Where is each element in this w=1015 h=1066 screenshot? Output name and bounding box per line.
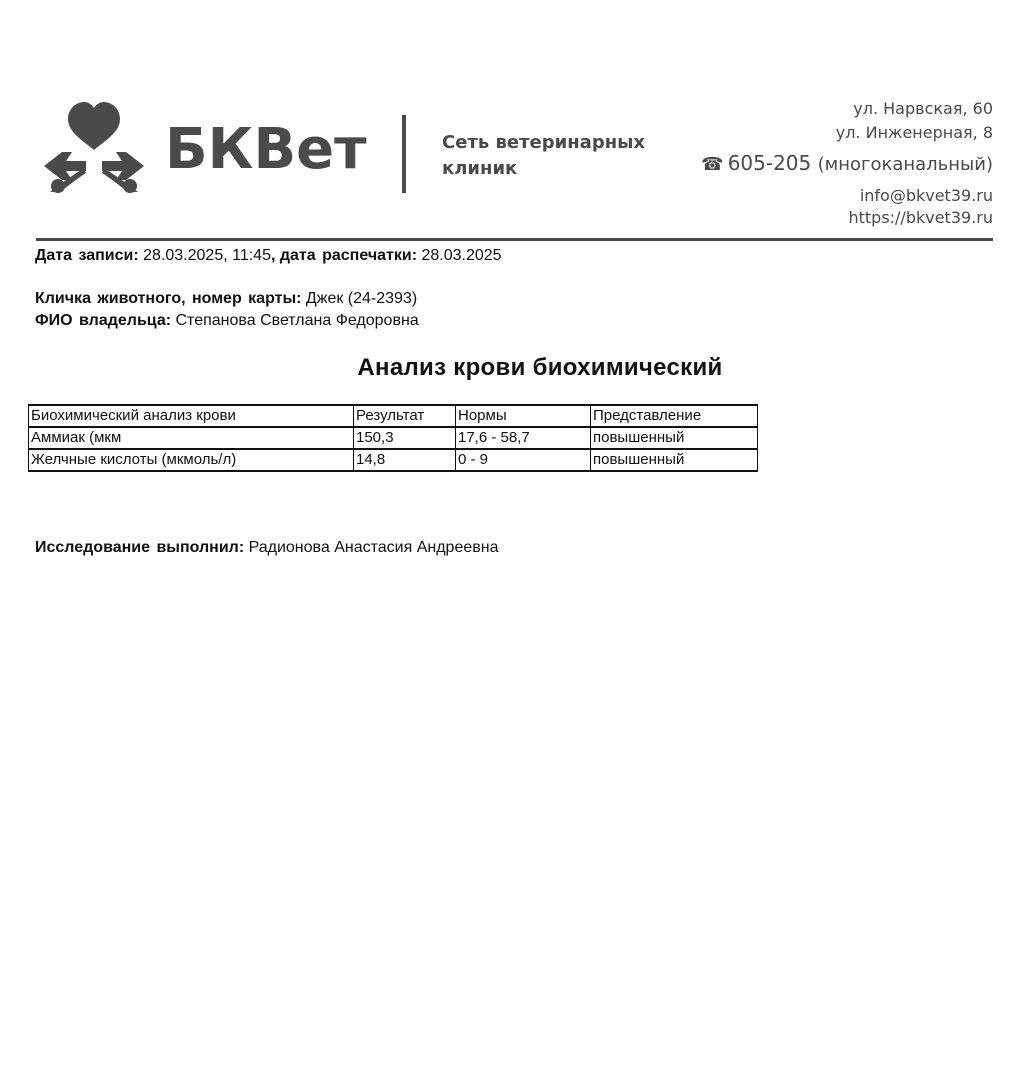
- clinic-contacts: [673, 97, 993, 229]
- header-divider: [36, 238, 993, 241]
- table-cell-test: Аммиак (мкм: [29, 427, 354, 449]
- clinic-header: [0, 0, 1015, 240]
- table-cell-status: повышенный: [591, 427, 758, 449]
- pet-label: Кличка животного, номер карты:: [35, 290, 302, 307]
- print-date-value: 28.03.2025: [421, 247, 502, 264]
- table-header-row: [29, 405, 758, 427]
- performer-info: [35, 537, 498, 559]
- website-link[interactable]: https://bkvet39.ru: [848, 208, 993, 227]
- table-cell-norm: 0 - 9: [456, 449, 591, 471]
- record-dates: Дата записи: 28.03.2025, 11:45, дата распечатки: 28.03.2025: [35, 247, 502, 264]
- brand-tagline: [442, 130, 662, 182]
- document-title: Анализ крови биохимический: [357, 354, 723, 381]
- address-1: ул. Нарвская, 60: [853, 99, 993, 118]
- table-cell-norm: 17,6 - 58,7: [456, 427, 591, 449]
- phone-number: 605-205: [727, 151, 812, 175]
- table-header-cell: Нормы: [456, 405, 591, 427]
- table-header-cell: Результат: [354, 405, 456, 427]
- phone-row: [673, 149, 993, 179]
- owner-label: ФИО владельца:: [35, 312, 172, 329]
- pet-info: [35, 288, 417, 310]
- table-header-cell: Представление: [591, 405, 758, 427]
- phone-note: (многоканальный): [817, 154, 993, 175]
- owner-info: [35, 310, 419, 332]
- owner-value: Степанова Светлана Федоровна: [175, 312, 419, 329]
- tagline-line-1: Сеть ветеринарных: [442, 132, 646, 153]
- results-table: [28, 404, 758, 472]
- table-row: [29, 449, 758, 471]
- performer-value: Радионова Анастасия Андреевна: [248, 539, 499, 556]
- phone-icon: ☎: [701, 154, 724, 175]
- table-cell-test: Желчные кислоты (мкмоль/л): [29, 449, 354, 471]
- brand-name: БКВет: [165, 117, 367, 182]
- heart-with-arrows-icon: [42, 100, 146, 194]
- table-header-cell: Биохимический анализ крови: [29, 405, 354, 427]
- table-cell-result: 150,3: [354, 427, 456, 449]
- pet-value: Джек (24-2393): [305, 290, 418, 307]
- email-link[interactable]: info@bkvet39.ru: [859, 186, 993, 205]
- print-date-label: дата распечатки:: [279, 247, 418, 264]
- address-2: ул. Инженерная, 8: [835, 123, 993, 142]
- tagline-line-2: клиник: [442, 158, 518, 179]
- table-cell-result: 14,8: [354, 449, 456, 471]
- table-row: [29, 427, 758, 449]
- table-cell-status: повышенный: [591, 449, 758, 471]
- record-date-value: 28.03.2025, 11:45: [143, 247, 271, 264]
- performer-label: Исследование выполнил:: [35, 539, 245, 556]
- brand-divider: [402, 115, 406, 193]
- record-date-label: Дата записи:: [35, 247, 139, 264]
